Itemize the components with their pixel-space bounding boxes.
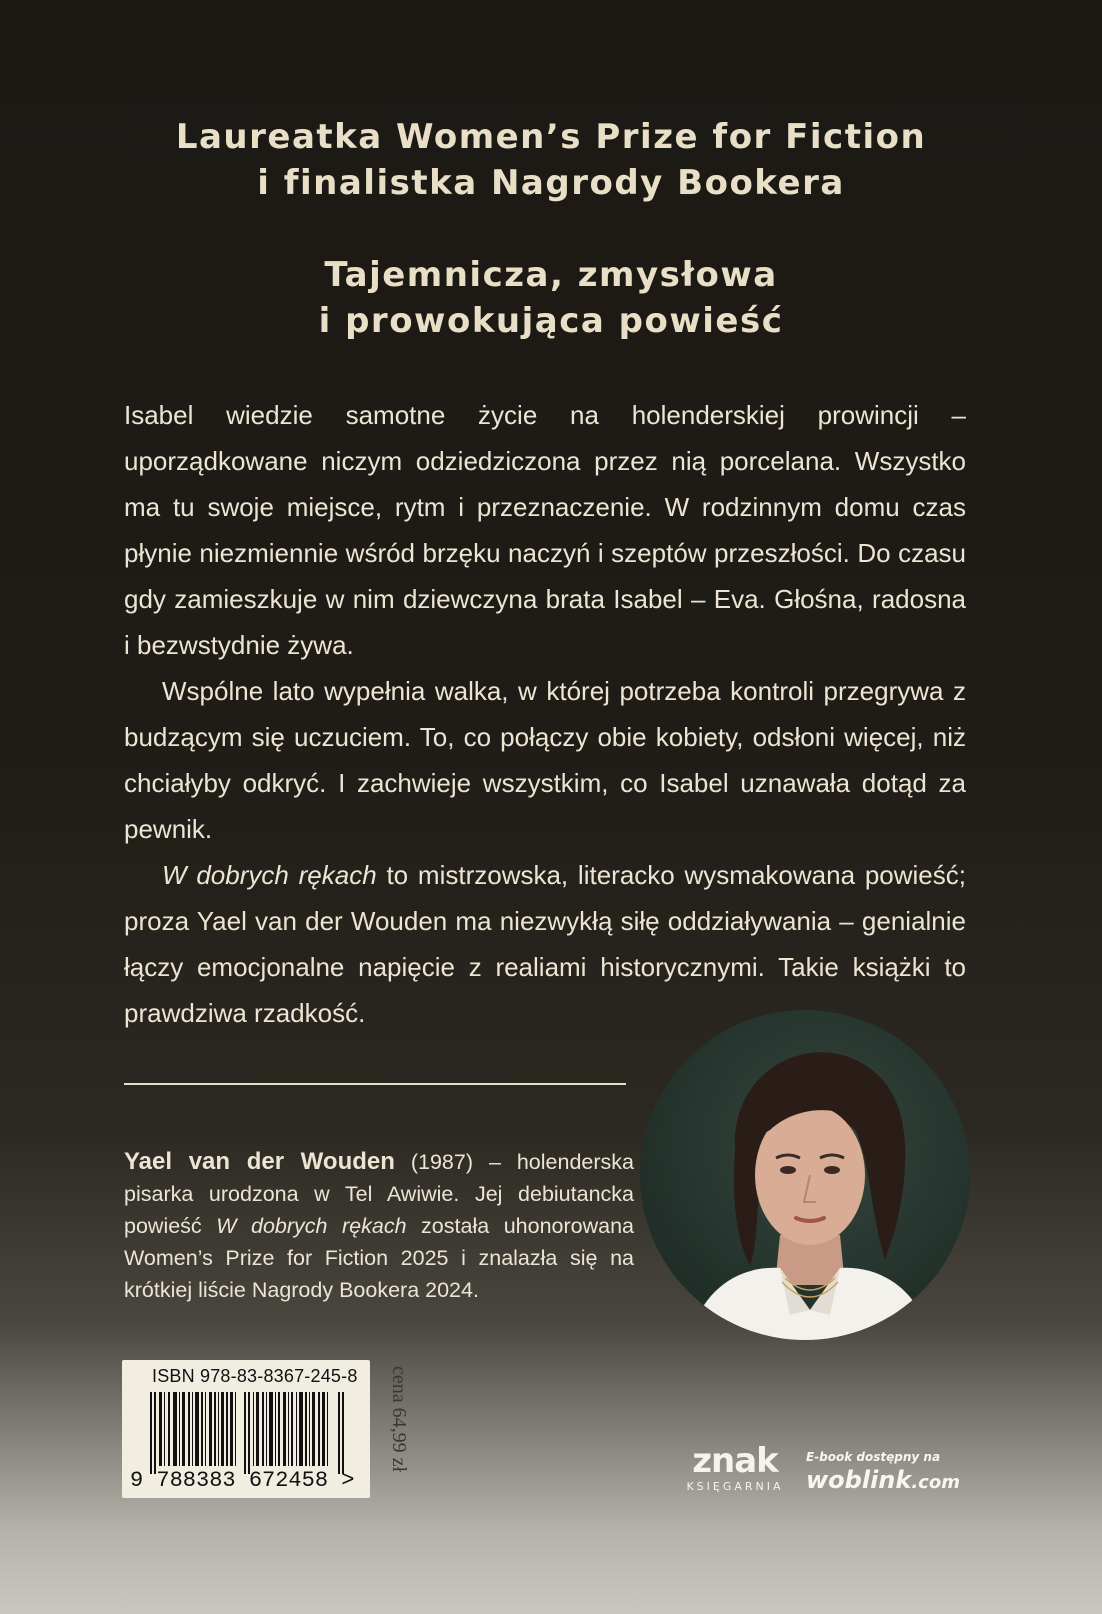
price: cena 64,99 zł bbox=[388, 1366, 410, 1473]
woblink-wordmark-main: woblink bbox=[806, 1466, 912, 1494]
isbn-barcode bbox=[122, 1360, 370, 1498]
award-headline-line-2: i finalistka Nagrody Bookera bbox=[257, 163, 845, 203]
description-paragraph-1: Isabel wiedzie samotne życie na holenderskiej prowincji – uporządkowane niczym odziedziczona przez nią porcelana. Wszystko ma tu swoje miejsce, rytm i przeznaczenie. W rodzinnym domu czas płynie niezmiennie wśród brzęku naczyń i szeptów przeszłości. Do czasu gdy zamieszkuje w nim dziewczyna brata Isabel – Eva. Głośna, radosna i bezwstydnie żywa. bbox=[124, 400, 966, 660]
barcode-bars bbox=[150, 1392, 346, 1474]
tagline-line-2: i prowokująca powieść bbox=[318, 301, 784, 341]
author-bio-text-1: (1987) – holenderska pisarka urodzona w Tel Awiwie. Jej debiutancka powieść bbox=[124, 1150, 634, 1238]
description-paragraph-2: Wspólne lato wypełnia walka, w której potrzeba kontroli przegrywa z budzącym się uczuciem. To, co połączy obie kobiety, odsłoni więcej, niż chciałyby odkryć. I zachwieje wszystkim, co Isabel uznawała dotąd za pewnik. bbox=[124, 676, 966, 844]
author-bio-text-2: została uhonorowana Women’s Prize for Fiction 2025 i znalazła się na krótkiej liście Nagrody Bookera 2024. bbox=[124, 1214, 634, 1302]
award-headline bbox=[0, 114, 1102, 206]
ean-digits: 9 788383 672458 > bbox=[130, 1468, 355, 1493]
woblink-wordmark-suffix: .com bbox=[911, 1472, 960, 1493]
isbn-label: ISBN 978-83-8367-245-8 bbox=[152, 1366, 358, 1386]
description-paragraph-3-text: to mistrzowska, literacko wysmakowana powieść; proza Yael van der Wouden ma niezwykłą siłę oddziaływania – genialnie łączy emocjonalne napięcie z realiami historycznymi. Takie książki to prawdziwa rzadkość. bbox=[124, 860, 966, 1028]
publisher-logo-subtitle: KSIĘGARNIA bbox=[686, 1480, 784, 1493]
publisher-logo bbox=[680, 1441, 790, 1493]
award-headline-line-1: Laureatka Women’s Prize for Fiction bbox=[175, 117, 927, 157]
divider-line bbox=[124, 1083, 626, 1085]
ebook-availability-text: E-book dostępny na bbox=[806, 1450, 941, 1464]
woblink-wordmark bbox=[806, 1466, 960, 1494]
author-bio-book-title: W dobrych rękach bbox=[216, 1214, 407, 1238]
author-bio bbox=[124, 1146, 634, 1306]
ebook-store-logo bbox=[806, 1450, 960, 1494]
author-name: Yael van der Wouden bbox=[124, 1148, 395, 1175]
publisher-logo-name: znak bbox=[692, 1441, 778, 1481]
book-title-italic: W dobrych rękach bbox=[162, 860, 377, 890]
description-paragraph-3 bbox=[124, 852, 966, 1036]
tagline-line-1: Tajemnicza, zmysłowa bbox=[324, 255, 778, 295]
author-photo bbox=[640, 1010, 970, 1340]
book-description bbox=[124, 392, 966, 1036]
author-portrait-illustration bbox=[640, 1010, 970, 1340]
tagline bbox=[0, 252, 1102, 344]
